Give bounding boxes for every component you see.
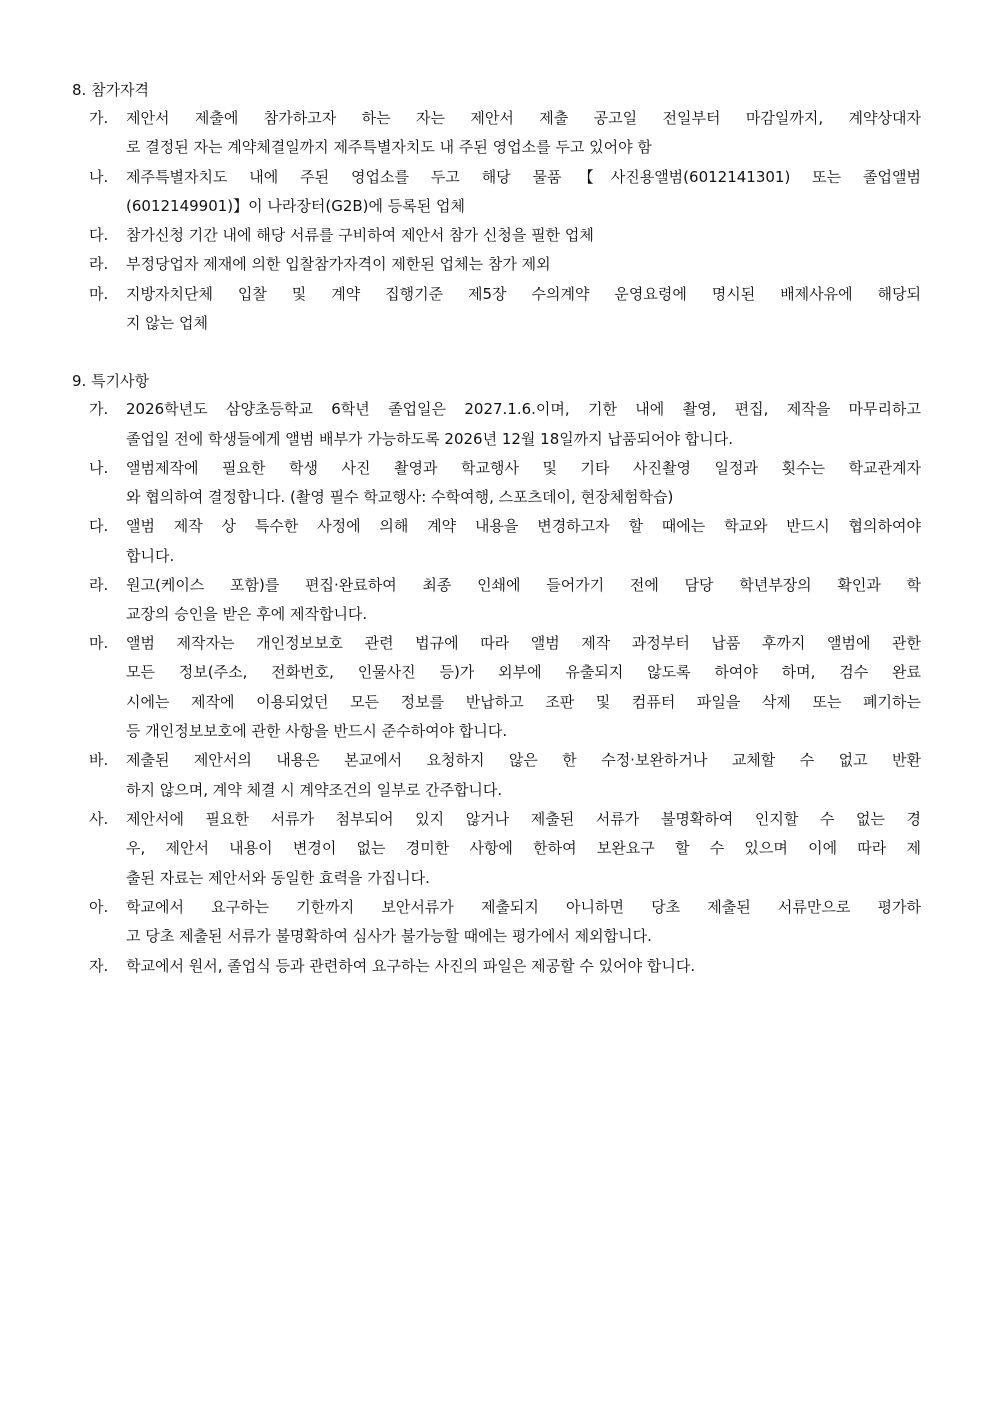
item-text-line: 부정당업자 제재에 의한 입찰참가자격이 제한된 업체는 참가 제외 (126, 255, 551, 273)
item-text-line: 교장의 승인을 받은 후에 제작합니다. (126, 605, 368, 623)
item-marker: 자. (89, 957, 109, 975)
item-marker: 가. (89, 400, 109, 418)
item-text-line: 제주특별자치도 내에 주된 영업소를 두고 해당 물품【사진용앨범(6012141301) 또는 졸업앨범 (126, 168, 921, 186)
item-text-line: 앨범 제작 상 특수한 사정에 의해 계약 내용을 변경하고자 할 때에는 학교와 반드시 협의하여야 (126, 517, 921, 535)
section-heading: 9. 특기사항 (72, 372, 150, 390)
item-text-line: 졸업일 전에 학생들에게 앨범 배부가 가능하도록 2026년 12월 18일까지 납품되어야 합니다. (126, 430, 733, 448)
item-text-line: 참가신청 기간 내에 해당 서류를 구비하여 제안서 참가 신청을 필한 업체 (126, 226, 594, 244)
item-marker: 나. (89, 168, 109, 186)
item-marker: 다. (89, 226, 109, 244)
item-text-line: 제안서 제출에 참가하고자 하는 자는 제안서 제출 공고일 전일부터 마감일까지, 계약상대자 (126, 109, 921, 127)
item-marker: 라. (89, 576, 109, 594)
section-heading: 8. 참가자격 (72, 81, 150, 99)
item-text-line: 제출된 제안서의 내용은 본교에서 요청하지 않은 한 수정·보완하거나 교체할 수 없고 반환 (126, 751, 921, 769)
item-text-line: 모든 정보(주소, 전화번호, 인물사진 등)가 외부에 유출되지 않도록 하여야 하며, 검수 완료 (126, 663, 921, 681)
item-text-line: 고 당초 제출된 서류가 불명확하여 심사가 불가능할 때에는 평가에서 제외합니다. (126, 927, 652, 945)
item-text-line: 지방자치단체 입찰 및 계약 집행기준 제5장 수의계약 운영요령에 명시된 배제사유에 해당되 (126, 285, 921, 303)
item-text-line: 2026학년도 삼양초등학교 6학년 졸업일은 2027.1.6.이며, 기한 내에 촬영, 편집, 제작을 마무리하고 (126, 400, 921, 418)
item-text-line: 시에는 제작에 이용되었던 모든 정보를 반납하고 조판 및 컴퓨터 파일을 삭제 또는 폐기하는 (126, 693, 921, 711)
item-text-line: 앨범 제작자는 개인정보보호 관련 법규에 따라 앨범 제작 과정부터 납품 후까지 앨범에 관한 (126, 634, 921, 652)
item-text-line: 와 협의하여 결정합니다. (촬영 필수 학교행사: 수학여행, 스포츠데이, 현장체험학습) (126, 488, 674, 506)
item-text-line: 지 않는 업체 (126, 314, 208, 332)
item-text-line: 하지 않으며, 계약 체결 시 계약조건의 일부로 간주합니다. (126, 781, 503, 799)
item-text-line: 합니다. (126, 547, 175, 565)
item-text-line: (6012149901)】이 나라장터(G2B)에 등록된 업체 (126, 197, 465, 215)
item-marker: 바. (89, 751, 109, 769)
item-text-line: 앨범제작에 필요한 학생 사진 촬영과 학교행사 및 기타 사진촬영 일정과 횟수는 학교관계자 (126, 459, 921, 477)
item-text-line: 학교에서 원서, 졸업식 등과 관련하여 요구하는 사진의 파일은 제공할 수 있어야 합니다. (126, 957, 696, 975)
item-text-line: 제안서에 필요한 서류가 첨부되어 있지 않거나 제출된 서류가 불명확하여 인지할 수 없는 경 (126, 810, 921, 828)
item-marker: 가. (89, 109, 109, 127)
item-marker: 사. (89, 810, 109, 828)
item-text-line: 로 결정된 자는 계약체결일까지 제주특별자치도 내 주된 영업소를 두고 있어야 함 (126, 138, 652, 156)
item-marker: 라. (89, 255, 109, 273)
item-marker: 나. (89, 459, 109, 477)
item-marker: 다. (89, 517, 109, 535)
item-text-line: 원고(케이스 포함)를 편집·완료하여 최종 인쇄에 들어가기 전에 담당 학년부장의 확인과 학 (126, 576, 921, 594)
item-text-line: 출된 자료는 제안서와 동일한 효력을 가집니다. (126, 869, 430, 887)
item-marker: 마. (89, 285, 109, 303)
item-marker: 마. (89, 634, 109, 652)
item-text-line: 우, 제안서 내용이 변경이 없는 경미한 사항에 한하여 보완요구 할 수 있으며 이에 따라 제 (126, 839, 921, 857)
item-marker: 아. (89, 898, 109, 916)
item-text-line: 학교에서 요구하는 기한까지 보안서류가 제출되지 아니하면 당초 제출된 서류만으로 평가하 (126, 898, 921, 916)
item-text-line: 등 개인정보보호에 관한 사항을 반드시 준수하여야 합니다. (126, 722, 508, 740)
